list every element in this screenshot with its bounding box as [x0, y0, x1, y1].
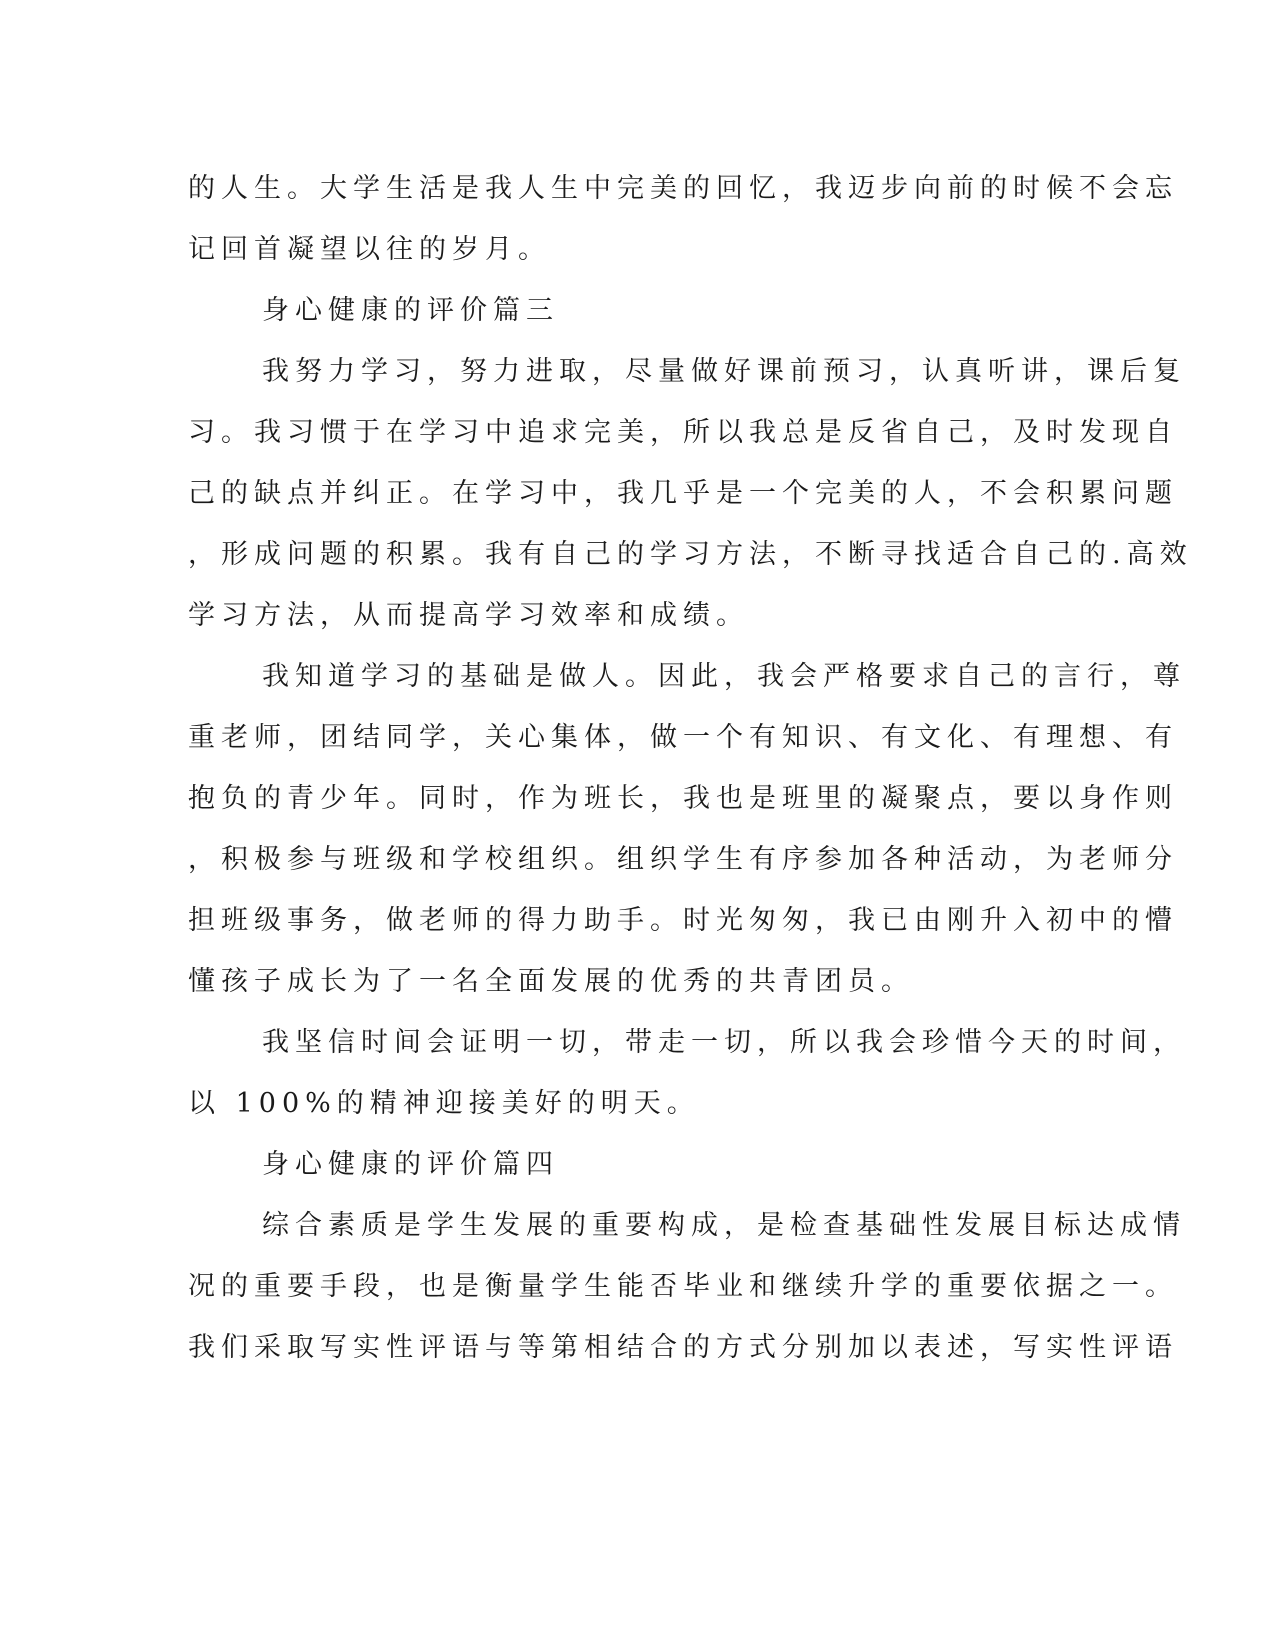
text-line: 以 100%的精神迎接美好的明天。 — [188, 1088, 700, 1119]
text-line: 重老师，团结同学，关心集体，做一个有知识、有文化、有理想、有 — [188, 722, 1178, 753]
document-body — [188, 158, 1193, 1378]
text-line: 学习方法，从而提高学习效率和成绩。 — [188, 600, 749, 631]
section-heading: 身心健康的评价篇三 — [262, 295, 559, 326]
text-line: ，形成问题的积累。我有自己的学习方法，不断寻找适合自己的.高效 — [188, 539, 1193, 570]
text-line: 己的缺点并纠正。在学习中，我几乎是一个完美的人，不会积累问题 — [188, 478, 1178, 509]
text-line: 担班级事务，做老师的得力助手。时光匆匆，我已由刚升入初中的懵 — [188, 905, 1178, 936]
text-line: 综合素质是学生发展的重要构成，是检查基础性发展目标达成情 — [262, 1210, 1186, 1241]
section-heading: 身心健康的评价篇四 — [262, 1149, 559, 1180]
text-line: 的人生。大学生活是我人生中完美的回忆，我迈步向前的时候不会忘 — [188, 173, 1178, 204]
text-line: ，积极参与班级和学校组织。组织学生有序参加各种活动，为老师分 — [188, 844, 1178, 875]
text-line: 况的重要手段，也是衡量学生能否毕业和继续升学的重要依据之一。 — [188, 1271, 1178, 1302]
text-line: 我知道学习的基础是做人。因此，我会严格要求自己的言行，尊 — [262, 661, 1186, 692]
text-line: 我努力学习，努力进取，尽量做好课前预习，认真听讲，课后复 — [262, 356, 1186, 387]
text-line: 抱负的青少年。同时，作为班长，我也是班里的凝聚点，要以身作则 — [188, 783, 1178, 814]
text-line: 习。我习惯于在学习中追求完美，所以我总是反省自己，及时发现自 — [188, 417, 1178, 448]
text-line: 懂孩子成长为了一名全面发展的优秀的共青团员。 — [188, 966, 914, 997]
text-line: 我坚信时间会证明一切，带走一切，所以我会珍惜今天的时间， — [262, 1027, 1186, 1058]
text-line: 我们采取写实性评语与等第相结合的方式分别加以表述，写实性评语 — [188, 1332, 1178, 1363]
text-line: 记回首凝望以往的岁月。 — [188, 234, 551, 265]
